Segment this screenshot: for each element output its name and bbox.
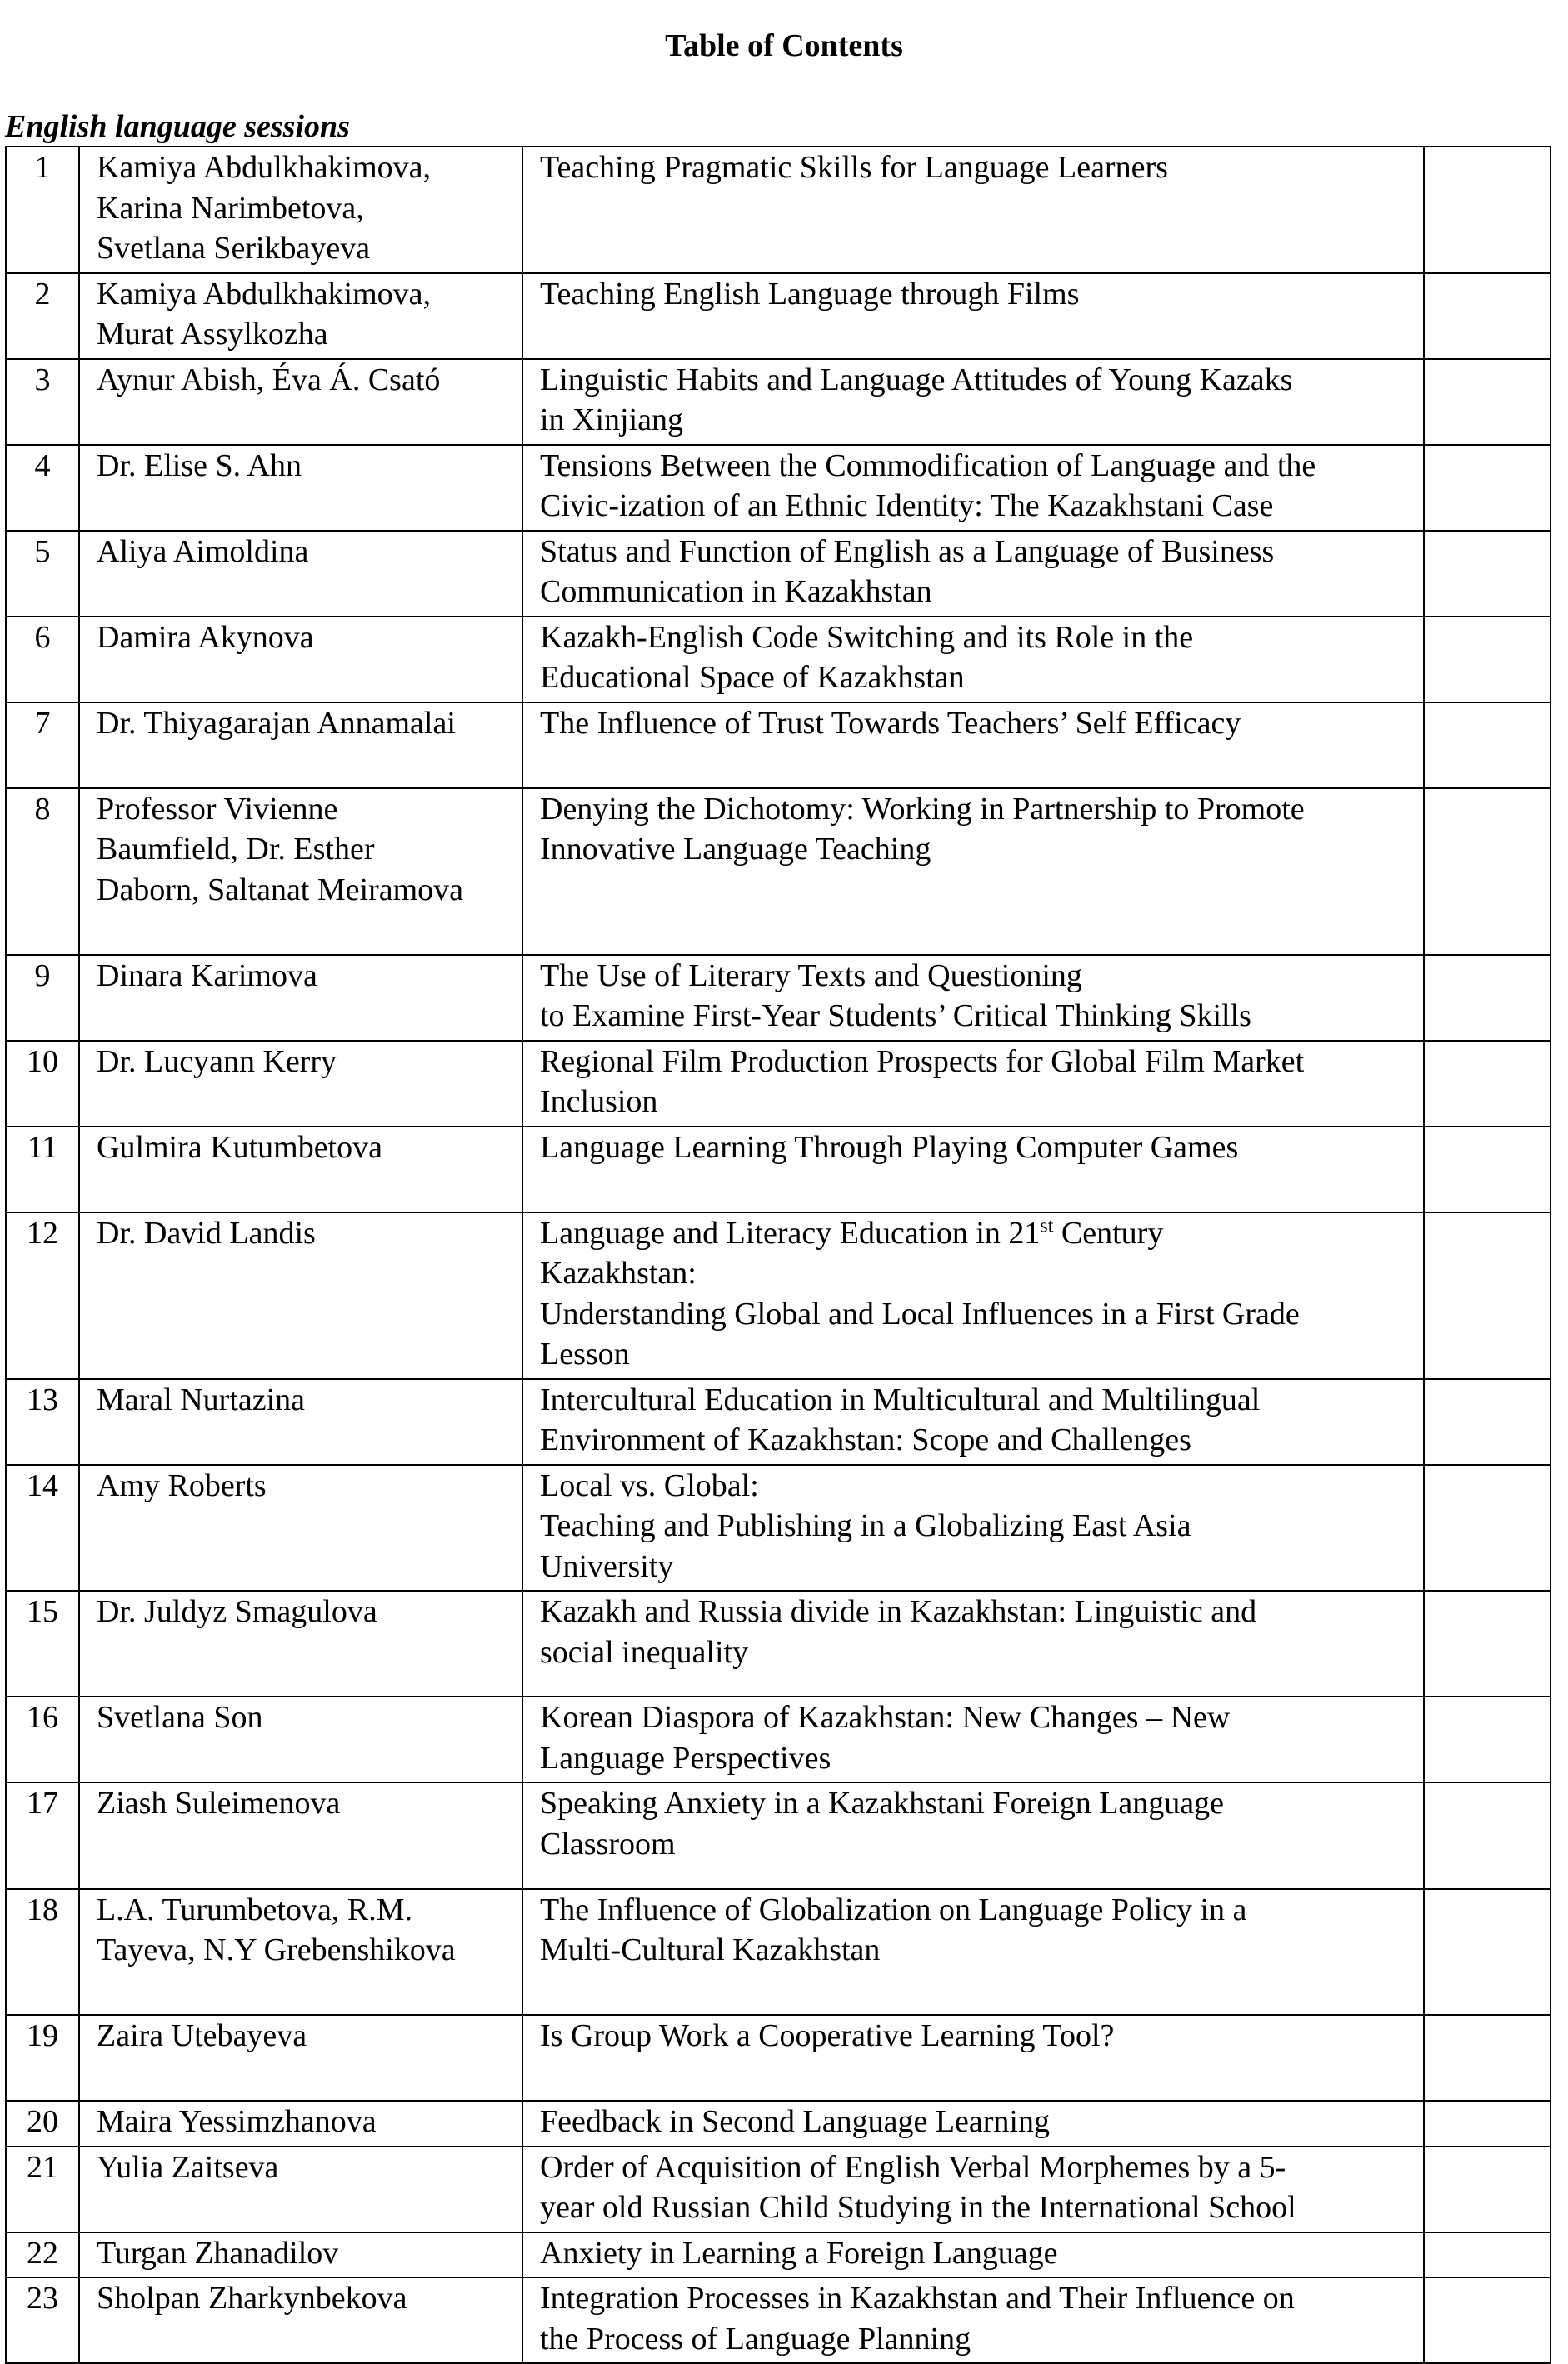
entry-page-number: [1424, 955, 1551, 1041]
entry-title: The Influence of Trust Towards Teachers’ Self Efficacy: [522, 702, 1424, 788]
table-row: [6, 2277, 1551, 2363]
entry-number: 1: [6, 147, 79, 273]
entry-page-number: [1424, 273, 1551, 359]
table-row: [6, 702, 1551, 788]
entry-title: Denying the Dichotomy: Working in Partnership to Promote Innovative Language Teaching: [522, 788, 1424, 955]
entry-authors: Dr. Lucyann Kerry: [79, 1041, 522, 1127]
entry-title: Korean Diaspora of Kazakhstan: New Changes – New Language Perspectives: [522, 1697, 1424, 1782]
entry-authors: Dr. Elise S. Ahn: [79, 445, 522, 531]
table-row: [6, 359, 1551, 445]
entry-title: Is Group Work a Cooperative Learning Tool?: [522, 2015, 1424, 2101]
entry-page-number: [1424, 1465, 1551, 1592]
page-title: Table of Contents: [665, 28, 903, 63]
entry-title-part: Language and Literacy Education in 21: [540, 1215, 1041, 1251]
entry-title: Order of Acquisition of English Verbal Morphemes by a 5- year old Russian Child Studying in the International School: [522, 2147, 1424, 2232]
entry-number: 3: [6, 359, 79, 445]
entry-number: 13: [6, 1379, 79, 1465]
table-row: [6, 1041, 1551, 1127]
table-row: [6, 1127, 1551, 1212]
entry-title: [522, 1212, 1424, 1379]
toc-table: [5, 146, 1551, 2364]
entry-number: 4: [6, 445, 79, 531]
table-row: [6, 531, 1551, 617]
entry-number: 19: [6, 2015, 79, 2101]
entry-number: 20: [6, 2101, 79, 2147]
table-row: [6, 1782, 1551, 1888]
entry-authors: Turgan Zhanadilov: [79, 2232, 522, 2278]
entry-authors: Aliya Aimoldina: [79, 531, 522, 617]
entry-authors: Yulia Zaitseva: [79, 2147, 522, 2232]
entry-title: Language Learning Through Playing Computer Games: [522, 1127, 1424, 1212]
table-row: [6, 1465, 1551, 1592]
table-row: [6, 1697, 1551, 1782]
entry-page-number: [1424, 617, 1551, 702]
entry-page-number: [1424, 1379, 1551, 1465]
entry-title: Anxiety in Learning a Foreign Language: [522, 2232, 1424, 2278]
entry-authors: Sholpan Zharkynbekova: [79, 2277, 522, 2363]
entry-title: Regional Film Production Prospects for Global Film Market Inclusion: [522, 1041, 1424, 1127]
entry-number: 22: [6, 2232, 79, 2278]
entry-number: 17: [6, 1782, 79, 1888]
entry-number: 9: [6, 955, 79, 1041]
entry-authors: Aynur Abish, Éva Á. Csató: [79, 359, 522, 445]
entry-title-superscript: st: [1040, 1214, 1054, 1237]
entry-title: Status and Function of English as a Language of Business Communication in Kazakhstan: [522, 531, 1424, 617]
entry-number: 6: [6, 617, 79, 702]
entry-title: Local vs. Global: Teaching and Publishing in a Globalizing East Asia University: [522, 1465, 1424, 1592]
entry-authors: Maral Nurtazina: [79, 1379, 522, 1465]
table-row: [6, 1591, 1551, 1697]
entry-authors: Kamiya Abdulkhakimova, Murat Assylkozha: [79, 273, 522, 359]
table-row: [6, 955, 1551, 1041]
entry-number: 21: [6, 2147, 79, 2232]
entry-number: 8: [6, 788, 79, 955]
entry-authors: Zaira Utebayeva: [79, 2015, 522, 2101]
entry-title: Intercultural Education in Multicultural and Multilingual Environment of Kazakhstan: Scope and Challenges: [522, 1379, 1424, 1465]
entry-page-number: [1424, 2147, 1551, 2232]
entry-authors: Professor Vivienne Baumfield, Dr. Esther Daborn, Saltanat Meiramova: [79, 788, 522, 955]
table-row: [6, 273, 1551, 359]
entry-number: 14: [6, 1465, 79, 1592]
entry-authors: Dinara Karimova: [79, 955, 522, 1041]
entry-page-number: [1424, 2101, 1551, 2147]
entry-page-number: [1424, 2015, 1551, 2101]
table-row: [6, 1379, 1551, 1465]
entry-authors: Amy Roberts: [79, 1465, 522, 1592]
entry-page-number: [1424, 147, 1551, 273]
entry-authors: Dr. David Landis: [79, 1212, 522, 1379]
entry-page-number: [1424, 702, 1551, 788]
entry-title: Teaching Pragmatic Skills for Language Learners: [522, 147, 1424, 273]
entry-page-number: [1424, 788, 1551, 955]
entry-page-number: [1424, 445, 1551, 531]
table-row: [6, 2147, 1551, 2232]
entry-authors: Damira Akynova: [79, 617, 522, 702]
entry-title: Teaching English Language through Films: [522, 273, 1424, 359]
entry-page-number: [1424, 1591, 1551, 1697]
entry-authors: Ziash Suleimenova: [79, 1782, 522, 1888]
toc-body: [6, 147, 1551, 2363]
entry-title-part: Century Kazakhstan: Understanding Global and Local Influences in a First Grade Lesson: [540, 1215, 1300, 1372]
table-row: [6, 445, 1551, 531]
entry-page-number: [1424, 531, 1551, 617]
entry-title: Tensions Between the Commodification of Language and the Civic-ization of an Ethnic Identity: The Kazakhstani Case: [522, 445, 1424, 531]
entry-authors: Svetlana Son: [79, 1697, 522, 1782]
section-heading: English language sessions: [5, 109, 350, 144]
entry-authors: Gulmira Kutumbetova: [79, 1127, 522, 1212]
entry-number: 2: [6, 273, 79, 359]
entry-title: Kazakh and Russia divide in Kazakhstan: Linguistic and social inequality: [522, 1591, 1424, 1697]
entry-page-number: [1424, 359, 1551, 445]
entry-page-number: [1424, 2232, 1551, 2278]
table-row: [6, 1889, 1551, 2016]
entry-title: The Use of Literary Texts and Questioning to Examine First-Year Students’ Critical Thinking Skills: [522, 955, 1424, 1041]
entry-authors: Dr. Thiyagarajan Annamalai: [79, 702, 522, 788]
entry-page-number: [1424, 1697, 1551, 1782]
entry-authors: Dr. Juldyz Smagulova: [79, 1591, 522, 1697]
entry-title: Feedback in Second Language Learning: [522, 2101, 1424, 2147]
entry-number: 15: [6, 1591, 79, 1697]
table-row: [6, 1212, 1551, 1379]
entry-page-number: [1424, 1212, 1551, 1379]
entry-number: 18: [6, 1889, 79, 2016]
entry-authors: Maira Yessimzhanova: [79, 2101, 522, 2147]
entry-number: 5: [6, 531, 79, 617]
entry-authors: L.A. Turumbetova, R.M. Tayeva, N.Y Grebenshikova: [79, 1889, 522, 2016]
entry-page-number: [1424, 1782, 1551, 1888]
entry-page-number: [1424, 1127, 1551, 1212]
entry-title: Integration Processes in Kazakhstan and Their Influence on the Process of Language Planning: [522, 2277, 1424, 2363]
entry-title: Kazakh-English Code Switching and its Role in the Educational Space of Kazakhstan: [522, 617, 1424, 702]
entry-number: 7: [6, 702, 79, 788]
entry-page-number: [1424, 2277, 1551, 2363]
entry-authors: Kamiya Abdulkhakimova, Karina Narimbetova, Svetlana Serikbayeva: [79, 147, 522, 273]
table-row: [6, 2232, 1551, 2278]
table-row: [6, 2101, 1551, 2147]
entry-number: 16: [6, 1697, 79, 1782]
table-row: [6, 2015, 1551, 2101]
entry-title: The Influence of Globalization on Language Policy in a Multi-Cultural Kazakhstan: [522, 1889, 1424, 2016]
entry-page-number: [1424, 1041, 1551, 1127]
entry-page-number: [1424, 1889, 1551, 2016]
entry-number: 10: [6, 1041, 79, 1127]
entry-number: 11: [6, 1127, 79, 1212]
table-row: [6, 788, 1551, 955]
table-row: [6, 617, 1551, 702]
entry-number: 12: [6, 1212, 79, 1379]
entry-title: Linguistic Habits and Language Attitudes of Young Kazaks in Xinjiang: [522, 359, 1424, 445]
entry-title: Speaking Anxiety in a Kazakhstani Foreign Language Classroom: [522, 1782, 1424, 1888]
table-row: [6, 147, 1551, 273]
entry-number: 23: [6, 2277, 79, 2363]
